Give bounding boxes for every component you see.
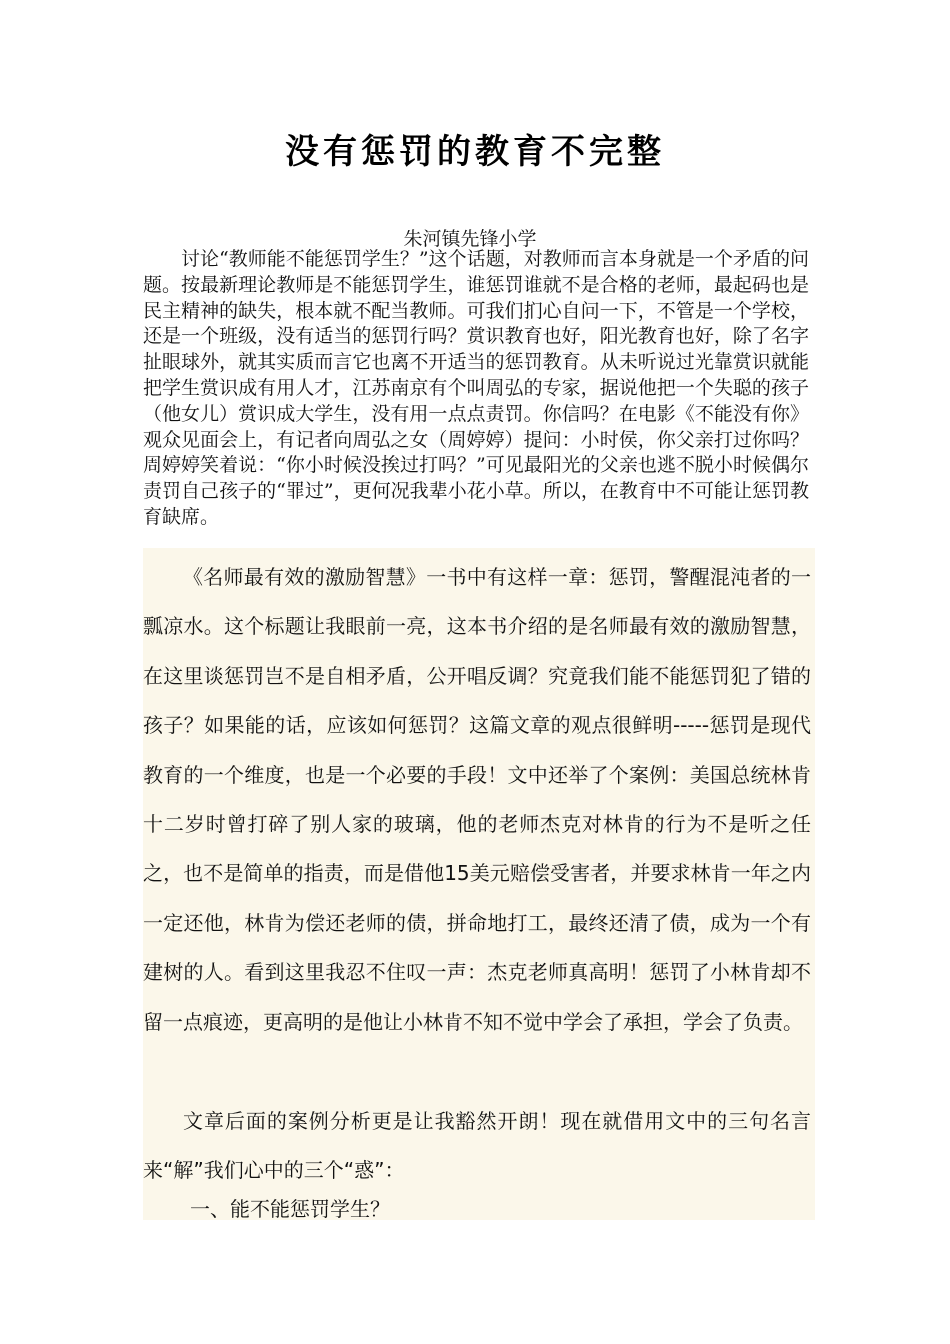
section-heading-1: 一、能不能惩罚学生？ <box>190 1197 390 1221</box>
document-author: 朱河镇先锋小学 <box>403 228 537 250</box>
document-title: 没有惩罚的教育不完整 <box>285 132 665 172</box>
paragraph-case-analysis: 文章后面的案例分析更是让我豁然开朗！现在就借用文中的三句名言来“解”我们心中的三个“惑”： <box>143 1109 811 1183</box>
paragraph-book-review: 《名师最有效的激励智慧》一书中有这样一章：惩罚，警醒混沌者的一瓢凉水。这个标题让我眼前一亮，这本书介绍的是名师最有效的激励智慧，在这里谈惩罚岂不是自相矛盾，公开唱反调？究竟我们能不能惩罚犯了错的孩子？如果能的话，应该如何惩罚？这篇文章的观点很鲜明-----惩罚是现代教育的一个维度，也是一个必要的手段！文中还举了个案例：美国总统林肯十二岁时曾打碎了别人家的玻璃，他的老师杰克对林肯的行为不是听之任之，也不是简单的指责，而是借他15美元赔偿受害者，并要求林肯一年之内一定还他，林肯为偿还老师的债，拼命地打工，最终还清了债，成为一个有建树的人。看到这里我忍不住叹一声：杰克老师真高明！惩罚了小林肯却不留一点痕迹，更高明的是他让小林肯不知不觉中学会了承担，学会了负责。 <box>143 565 811 1034</box>
paragraph-intro: 讨论“教师能不能惩罚学生？”这个话题，对教师而言本身就是一个矛盾的问题。按最新理论教师是不能惩罚学生，谁惩罚谁就不是合格的老师，最起码也是民主精神的缺失，根本就不配当教师。可我们扪心自问一下，不管是一个学校，还是一个班级，没有适当的惩罚行吗？赏识教育也好，阳光教育也好，除了名字扯眼球外，就其实质而言它也离不开适当的惩罚教育。从未听说过光靠赏识就能把学生赏识成有用人才，江苏南京有个叫周弘的专家，据说他把一个失聪的孩子（他女儿）赏识成大学生，没有用一点点责罚。你信吗？在电影《不能没有你》观众见面会上，有记者向周弘之女（周婷婷）提问：小时侯，你父亲打过你吗？周婷婷笑着说：“你小时候没挨过打吗？”可见最阳光的父亲也逃不脱小时候偶尔责罚自己孩子的“罪过”，更何况我辈小花小草。所以，在教育中不可能让惩罚教育缺席。 <box>143 248 809 528</box>
